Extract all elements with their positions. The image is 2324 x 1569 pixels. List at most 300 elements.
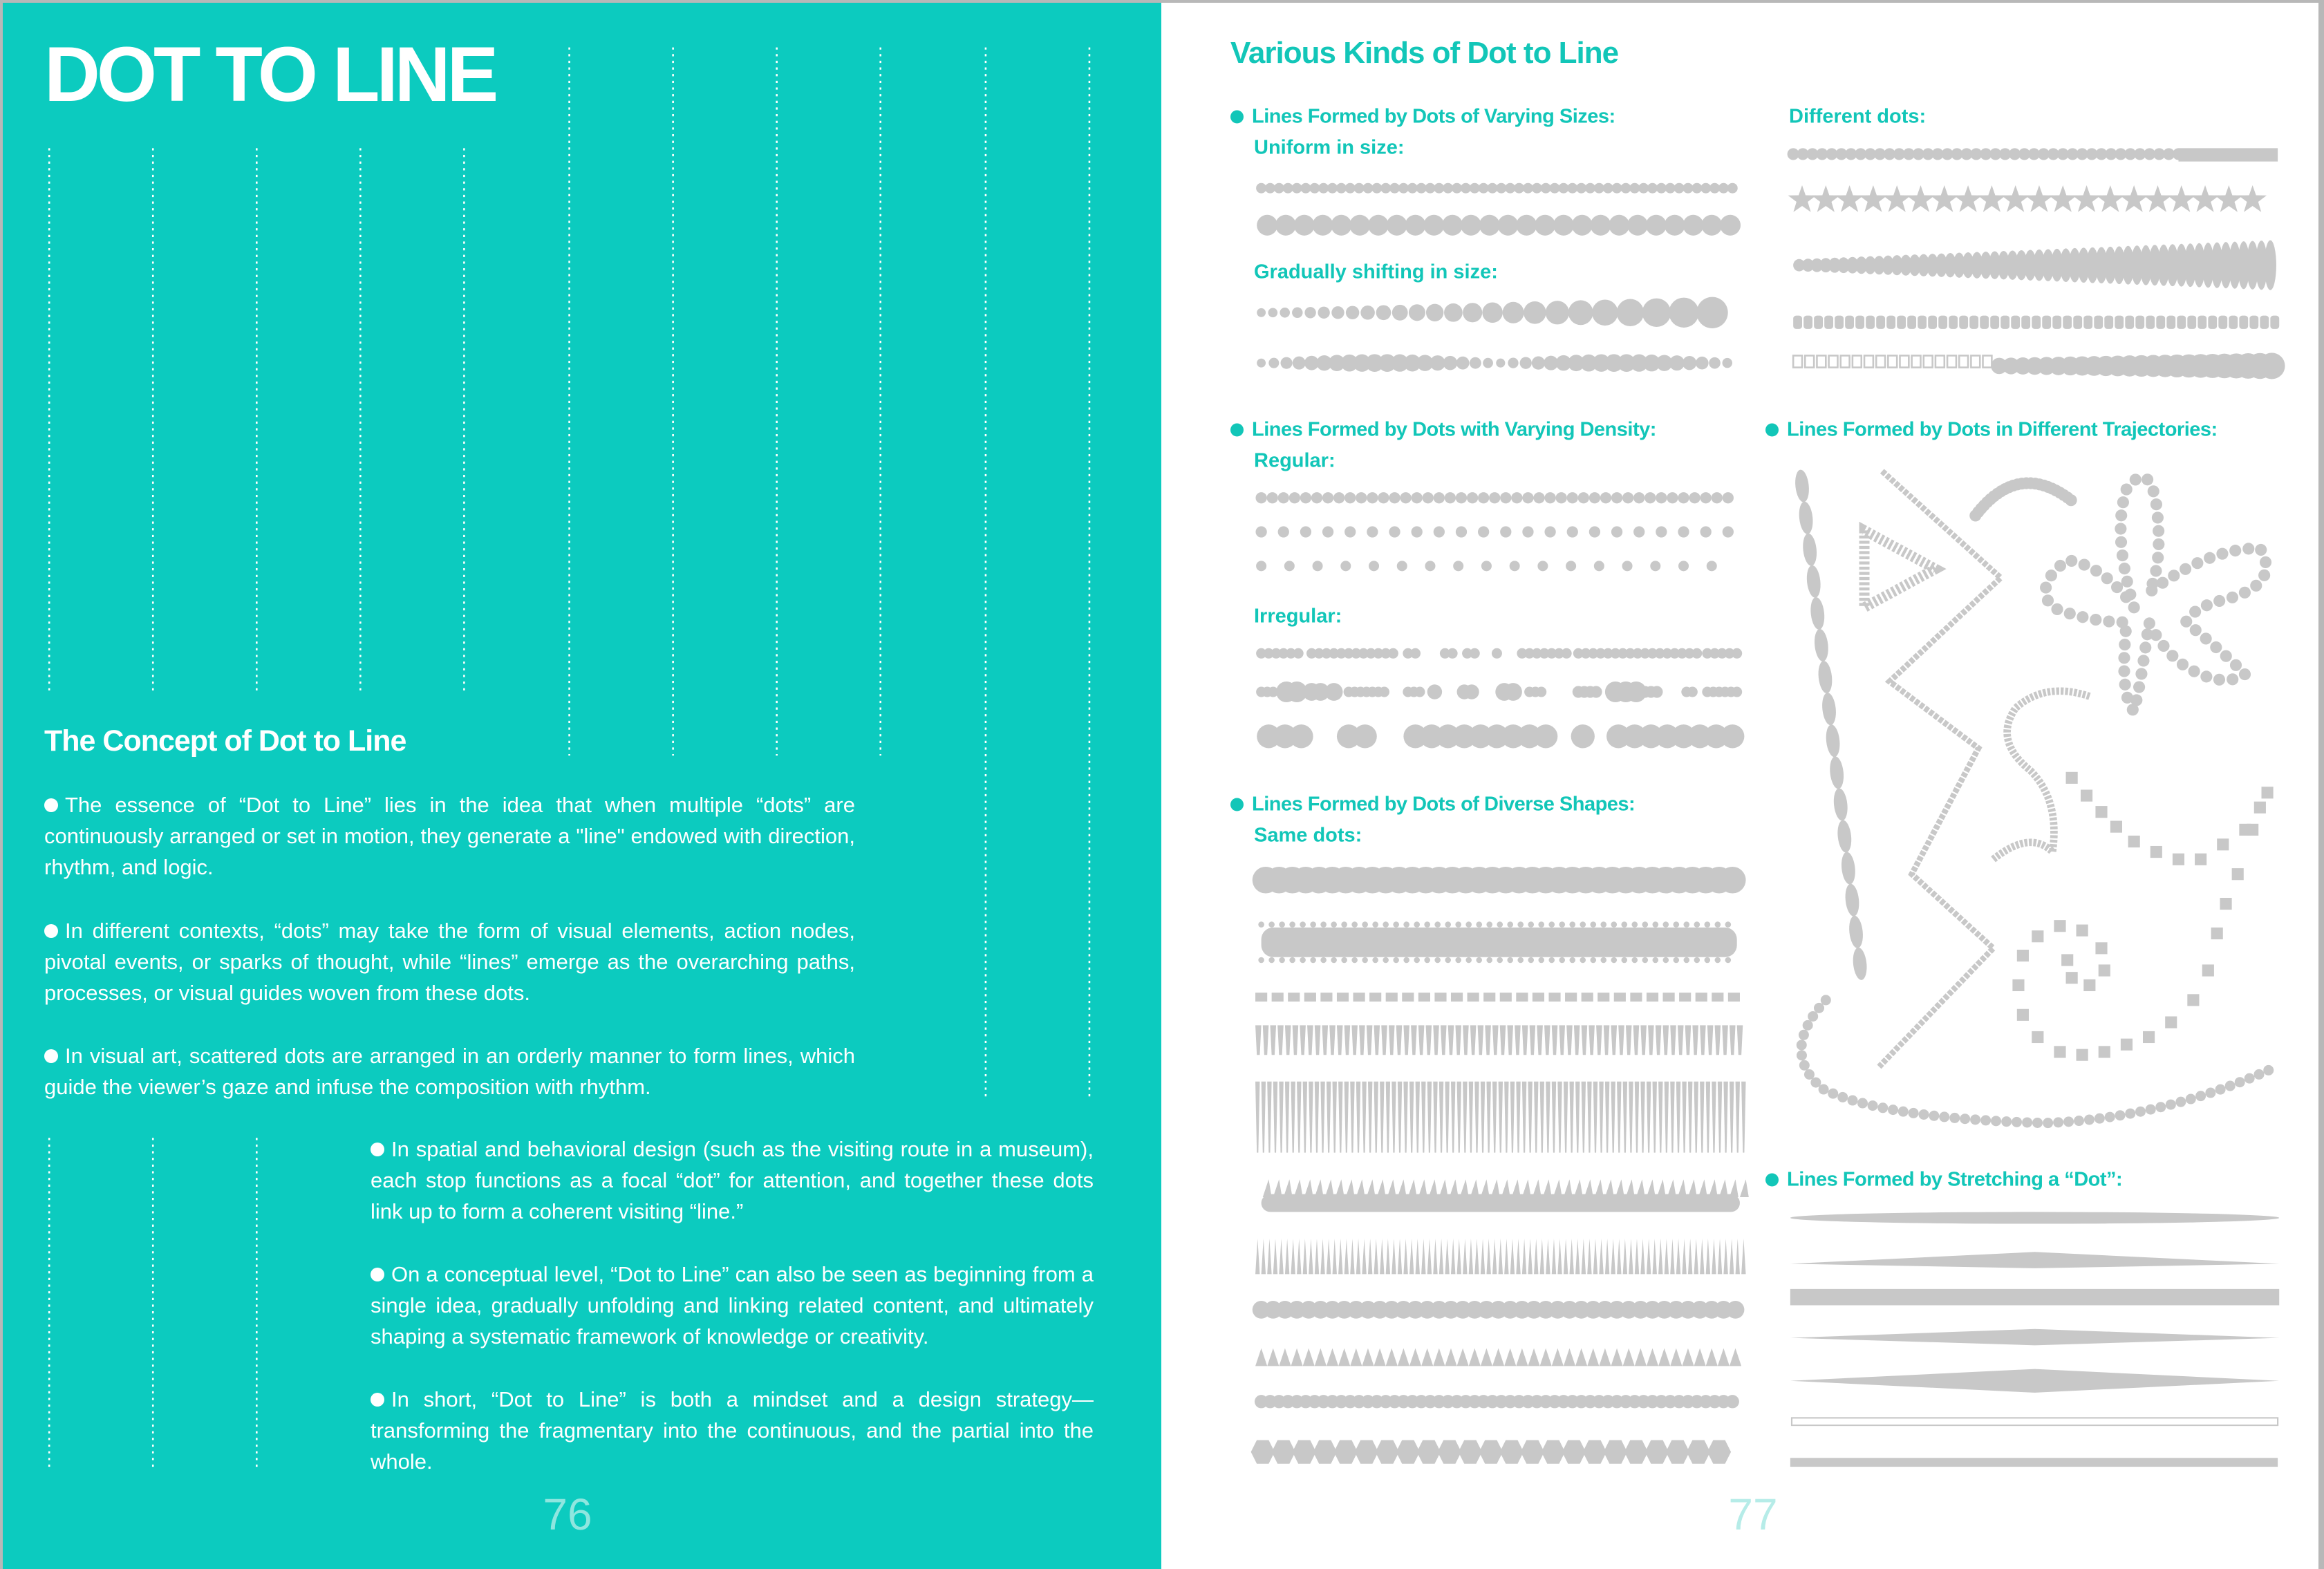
dot — [1360, 306, 1375, 320]
dot — [1453, 561, 1463, 571]
star-dot — [2144, 185, 2172, 212]
dot — [1700, 492, 1712, 503]
dot — [1445, 957, 1451, 964]
dot — [1387, 215, 1407, 236]
tooth-dot — [1408, 1179, 1417, 1197]
dot — [1389, 492, 1400, 503]
comb-dot — [1433, 1025, 1439, 1055]
comb-dot — [1723, 1082, 1727, 1153]
dot — [1726, 1395, 1739, 1408]
dot — [1362, 183, 1373, 194]
star-dot — [2072, 185, 2101, 212]
dash-dot — [1663, 993, 1675, 1002]
dot — [1258, 957, 1264, 964]
stretched-dot — [1790, 1369, 2279, 1393]
comb-dot — [1500, 1025, 1506, 1055]
comb-dot — [1255, 1025, 1262, 1055]
tooth-dot — [1709, 1179, 1718, 1197]
dot — [1663, 921, 1669, 928]
comb-dot — [1338, 1082, 1342, 1153]
spike-dot — [1575, 1239, 1580, 1274]
dot — [1568, 300, 1593, 325]
spike-dot — [1694, 1239, 1698, 1274]
hexagon-dot — [1583, 1440, 1606, 1464]
dot — [1611, 921, 1617, 928]
tooth-dot — [1284, 1179, 1293, 1197]
spike-dot — [1362, 1239, 1366, 1274]
comb-dot — [1322, 1025, 1329, 1055]
dot — [1578, 492, 1589, 503]
dot — [1715, 921, 1721, 928]
stretched-dot — [1790, 1252, 2279, 1268]
p-dot — [2032, 316, 2041, 329]
spike-dot — [1611, 1239, 1615, 1274]
comb-dot — [1635, 1082, 1639, 1153]
dot — [1669, 355, 1685, 370]
p-dot — [2198, 316, 2206, 329]
section-heading-stretching — [1765, 1169, 2122, 1192]
comb-dot — [1315, 1025, 1321, 1055]
dash-dot — [1353, 993, 1365, 1002]
spike-dot — [1706, 1239, 1710, 1274]
dot — [1646, 215, 1667, 236]
dot — [1407, 183, 1418, 194]
square-dot — [2217, 838, 2229, 850]
spike-dot — [1386, 1239, 1390, 1274]
p-dot — [1835, 316, 1844, 329]
spike-dot — [1569, 1239, 1573, 1274]
dot — [1380, 183, 1391, 194]
dot — [1609, 215, 1629, 236]
spike-dot — [1653, 1239, 1657, 1274]
square-dot — [2017, 950, 2029, 961]
dot — [1647, 183, 1658, 194]
square-dot — [2083, 979, 2095, 991]
comb-dot — [1416, 1082, 1420, 1153]
concept-heading: The Concept of Dot to Line — [44, 724, 406, 758]
spike-dot — [1327, 1239, 1331, 1274]
dot — [1621, 921, 1627, 928]
dot — [1478, 492, 1489, 503]
arc-trajectory — [1976, 483, 2072, 516]
dot — [1514, 183, 1524, 194]
hexagon-dot — [1500, 1440, 1524, 1464]
comb-dot — [1706, 1082, 1710, 1153]
triangle-dot — [1421, 1349, 1433, 1366]
paragraph — [371, 1134, 1094, 1227]
dot — [1423, 215, 1444, 236]
dot — [1362, 957, 1368, 964]
hexagon-dot — [1707, 1440, 1731, 1464]
p-dot — [2260, 316, 2269, 329]
tooth-dot — [1740, 1179, 1749, 1197]
dot — [1341, 957, 1347, 964]
comb-dot — [1640, 1082, 1644, 1153]
square-dot — [2195, 854, 2206, 865]
ellipse-dot — [1852, 947, 1868, 981]
comb-dot — [1741, 1082, 1745, 1153]
dot — [1325, 683, 1343, 701]
dot — [1456, 492, 1467, 503]
dot — [1372, 957, 1378, 964]
triangle-dot — [1528, 1349, 1539, 1366]
p-dot — [1824, 316, 1833, 329]
comb-dot — [1670, 1082, 1674, 1153]
dash-dot — [1451, 993, 1463, 1002]
dot — [1300, 526, 1311, 537]
dot — [1463, 303, 1482, 322]
outline-dot — [1817, 355, 1826, 367]
dot — [1692, 183, 1702, 194]
dot — [1590, 215, 1611, 236]
dot — [1470, 183, 1480, 194]
dot — [1548, 957, 1555, 964]
ellipse-dot — [1809, 596, 1826, 630]
dot — [1481, 561, 1492, 571]
tooth-dot — [1512, 1179, 1521, 1197]
hexagon-dot — [1666, 1440, 1689, 1464]
square-dot — [2032, 930, 2043, 942]
dot — [1548, 921, 1555, 928]
dot — [1517, 957, 1524, 964]
comb-dot — [1611, 1025, 1617, 1055]
dot — [1674, 957, 1680, 964]
right-page-title: Various Kinds of Dot to Line — [1230, 36, 1619, 70]
dot — [1455, 921, 1461, 928]
star-dot — [1859, 185, 1888, 212]
dot — [1383, 921, 1389, 928]
dot — [1434, 492, 1445, 503]
bullet-icon — [1230, 424, 1244, 437]
dot — [1412, 492, 1423, 503]
dot — [1622, 561, 1633, 571]
dot — [1383, 957, 1389, 964]
section-heading-trajectories — [1765, 419, 2218, 442]
dot — [1351, 921, 1358, 928]
dot — [1631, 921, 1638, 928]
dot — [1427, 684, 1442, 699]
ellipse-dot — [1844, 883, 1860, 917]
p-dot — [2166, 316, 2175, 329]
square-dot — [2061, 954, 2073, 966]
ellipse-dot — [1813, 628, 1830, 662]
comb-dot — [1403, 1025, 1409, 1055]
p-dot — [2063, 316, 2072, 329]
dot — [1683, 356, 1696, 370]
p-dot — [1980, 316, 1989, 329]
triangle-dot — [1386, 1349, 1398, 1366]
curve-trajectory — [1801, 1000, 2276, 1123]
dot — [1642, 299, 1671, 327]
dot — [1434, 921, 1441, 928]
triangle-dot — [1267, 1349, 1279, 1366]
tooth-dot — [1533, 1179, 1541, 1197]
tooth-dot — [1470, 1179, 1479, 1197]
p-dot — [1990, 316, 1999, 329]
comb-dot — [1534, 1082, 1538, 1153]
dot — [1700, 183, 1711, 194]
dot — [1309, 183, 1320, 194]
bullet-icon — [44, 1049, 58, 1063]
dot — [1508, 358, 1518, 368]
dot — [1258, 921, 1264, 928]
spike-dot — [1510, 1239, 1515, 1274]
spike-dot — [1267, 1239, 1271, 1274]
dot — [1594, 183, 1604, 194]
spike-dot — [1391, 1239, 1396, 1274]
comb-dot — [1522, 1082, 1526, 1153]
spike-dot — [1528, 1239, 1532, 1274]
subheading-same: Same dots: — [1254, 824, 1362, 847]
dot — [1268, 957, 1275, 964]
dash-dot — [1468, 993, 1479, 1002]
dash-dot — [1288, 993, 1300, 1002]
paragraph — [44, 915, 855, 1008]
comb-dot — [1507, 1025, 1513, 1055]
square-dot — [2187, 994, 2199, 1006]
dot — [1620, 183, 1631, 194]
section-heading-density — [1230, 419, 1656, 442]
paragraph — [371, 1384, 1094, 1477]
spike-dot — [1416, 1239, 1420, 1274]
spike-dot — [1333, 1239, 1337, 1274]
section-heading-text: Lines Formed by Dots of Varying Sizes: — [1252, 105, 1615, 128]
comb-dot — [1663, 1025, 1669, 1055]
spike-dot — [1445, 1239, 1449, 1274]
section-heading-text: Lines Formed by Dots in Different Trajectories: — [1787, 418, 2218, 441]
comb-dot — [1546, 1082, 1550, 1153]
dot — [1257, 359, 1266, 368]
square-dot — [2081, 790, 2092, 802]
comb-dot — [1730, 1025, 1736, 1055]
dot — [1496, 183, 1506, 194]
dot — [1292, 308, 1302, 318]
dot — [1709, 183, 1720, 194]
dot — [1500, 492, 1511, 503]
dot — [1369, 561, 1379, 571]
hexagon-dot — [1521, 1440, 1544, 1464]
dot — [1405, 215, 1426, 236]
spike-dot — [1344, 1239, 1349, 1274]
square-dot — [2128, 836, 2140, 847]
triangle-dot — [1647, 1349, 1658, 1366]
dot — [1497, 957, 1503, 964]
comb-dot — [1448, 1025, 1454, 1055]
dot — [1414, 921, 1420, 928]
spike-dot — [1516, 1239, 1520, 1274]
tooth-dot — [1667, 1179, 1676, 1197]
comb-dot — [1398, 1082, 1402, 1153]
comb-dot — [1350, 1082, 1354, 1153]
dot — [1600, 921, 1606, 928]
triangle-dot — [1599, 1349, 1611, 1366]
dot — [1522, 492, 1533, 503]
bullet-icon — [1765, 424, 1779, 437]
spike-dot — [1368, 1239, 1372, 1274]
comb-dot — [1694, 1082, 1698, 1153]
hexagon-dot — [1272, 1440, 1295, 1464]
dot — [1683, 215, 1703, 236]
tooth-dot — [1460, 1179, 1469, 1197]
comb-dot — [1351, 1025, 1358, 1055]
square-dot — [2066, 972, 2078, 984]
comb-dot — [1530, 1025, 1536, 1055]
stretched-dot — [1790, 1212, 2279, 1223]
p-dot — [1803, 316, 1812, 329]
comb-dot — [1582, 1025, 1588, 1055]
spike-dot — [1593, 1239, 1597, 1274]
comb-dot — [1700, 1082, 1704, 1153]
spike-dot — [1320, 1239, 1324, 1274]
triangle-dot — [1338, 1349, 1350, 1366]
ellipse-dot — [1821, 692, 1837, 726]
star-dot — [1812, 185, 1840, 212]
dot — [1727, 183, 1738, 194]
comb-dot — [1441, 1025, 1447, 1055]
dot — [1465, 921, 1472, 928]
spike-dot — [1557, 1239, 1562, 1274]
dash-dot — [1614, 993, 1626, 1002]
comb-dot — [1552, 1025, 1558, 1055]
paragraph — [44, 789, 855, 883]
dot — [1500, 526, 1511, 537]
triangle-dot — [1445, 1349, 1456, 1366]
spike-dot — [1552, 1239, 1556, 1274]
outline-dot — [1912, 355, 1921, 367]
comb-dot — [1439, 1082, 1443, 1153]
comb-dot — [1648, 1025, 1654, 1055]
p-dot — [1886, 316, 1895, 329]
hexagon-dot — [1687, 1440, 1710, 1464]
tooth-dot — [1647, 1179, 1656, 1197]
comb-dot — [1411, 1025, 1417, 1055]
dot — [1443, 183, 1453, 194]
comb-dot — [1658, 1082, 1662, 1153]
spike-dot — [1474, 1239, 1479, 1274]
comb-dot — [1515, 1025, 1521, 1055]
dash-dot — [1402, 993, 1414, 1002]
paragraph — [44, 1040, 855, 1102]
triangle-dot — [1564, 1349, 1575, 1366]
triangle-dot — [1303, 1349, 1315, 1366]
spike-dot — [1374, 1239, 1378, 1274]
dot — [1721, 724, 1744, 748]
dot — [1331, 957, 1337, 964]
p-dot — [2011, 316, 2020, 329]
square-dot — [2110, 821, 2122, 833]
comb-dot — [1617, 1082, 1621, 1153]
dot — [1592, 299, 1618, 326]
spike-dot — [1409, 1239, 1414, 1274]
dot — [1425, 561, 1435, 571]
p-dot — [1845, 316, 1854, 329]
triangle-dot — [1635, 1349, 1647, 1366]
dot — [1461, 183, 1471, 194]
stretched-dot — [1790, 1289, 2279, 1306]
spike-dot — [1647, 1239, 1651, 1274]
dot — [1461, 215, 1481, 236]
dot — [1310, 921, 1316, 928]
p-dot — [1907, 316, 1916, 329]
dot — [1516, 215, 1537, 236]
comb-dot — [1474, 1082, 1479, 1153]
dot — [1304, 307, 1315, 318]
dot — [1294, 215, 1315, 236]
triangle-dot — [1552, 1349, 1564, 1366]
dot — [1532, 357, 1545, 370]
dot — [1569, 957, 1575, 964]
dot — [1378, 492, 1389, 503]
dot — [1443, 356, 1458, 370]
comb-dot — [1593, 1082, 1597, 1153]
dot — [1611, 526, 1622, 537]
p-dot — [2104, 316, 2113, 329]
dot — [1367, 526, 1378, 537]
square-dot — [2211, 928, 2223, 939]
p-dot — [2249, 316, 2258, 329]
dot — [1430, 355, 1445, 370]
p-dot — [2229, 316, 2238, 329]
ellipse-dot — [1833, 787, 1849, 821]
dash-dot — [1712, 993, 1723, 1002]
dash-dot — [1696, 993, 1707, 1002]
comb-dot — [1722, 1025, 1728, 1055]
comb-dot — [1587, 1082, 1591, 1153]
dot — [1284, 561, 1295, 571]
triangle-dot — [1362, 1349, 1374, 1366]
p-dot — [1928, 316, 1937, 329]
comb-dot — [1470, 1025, 1477, 1055]
dot — [1389, 183, 1400, 194]
dash-dot — [1500, 993, 1512, 1002]
dot — [1483, 358, 1493, 368]
spike-dot — [1741, 1239, 1745, 1274]
dot — [1349, 215, 1370, 236]
dot — [1434, 526, 1445, 537]
spike-dot — [1712, 1239, 1716, 1274]
tooth-dot — [1730, 1179, 1739, 1197]
dash-dot — [1565, 993, 1577, 1002]
dot — [1612, 183, 1622, 194]
comb-dot — [1574, 1025, 1580, 1055]
spike-dot — [1623, 1239, 1627, 1274]
tooth-dot — [1450, 1179, 1459, 1197]
dot — [1617, 299, 1644, 326]
dot — [1528, 921, 1534, 928]
hexagon-dot — [1562, 1440, 1586, 1464]
dot — [1279, 957, 1285, 964]
dot — [1478, 526, 1489, 537]
dot — [1692, 648, 1702, 659]
spike-dot — [1356, 1239, 1360, 1274]
dot — [1732, 648, 1742, 659]
comb-dot — [1544, 1025, 1550, 1055]
spike-dot — [1605, 1239, 1609, 1274]
comb-dot — [1575, 1082, 1580, 1153]
dot — [1268, 358, 1279, 368]
dot — [1674, 183, 1685, 194]
ellipse-dot — [1794, 469, 1810, 503]
comb-dot — [1267, 1082, 1271, 1153]
comb-dot — [1715, 1025, 1721, 1055]
dot — [1497, 921, 1503, 928]
dash-dot — [1647, 993, 1658, 1002]
comb-dot — [1263, 1025, 1269, 1055]
comb-dot — [1605, 1082, 1609, 1153]
tooth-dot — [1439, 1179, 1448, 1197]
p-dot — [2000, 316, 2009, 329]
spike-dot — [1309, 1239, 1313, 1274]
